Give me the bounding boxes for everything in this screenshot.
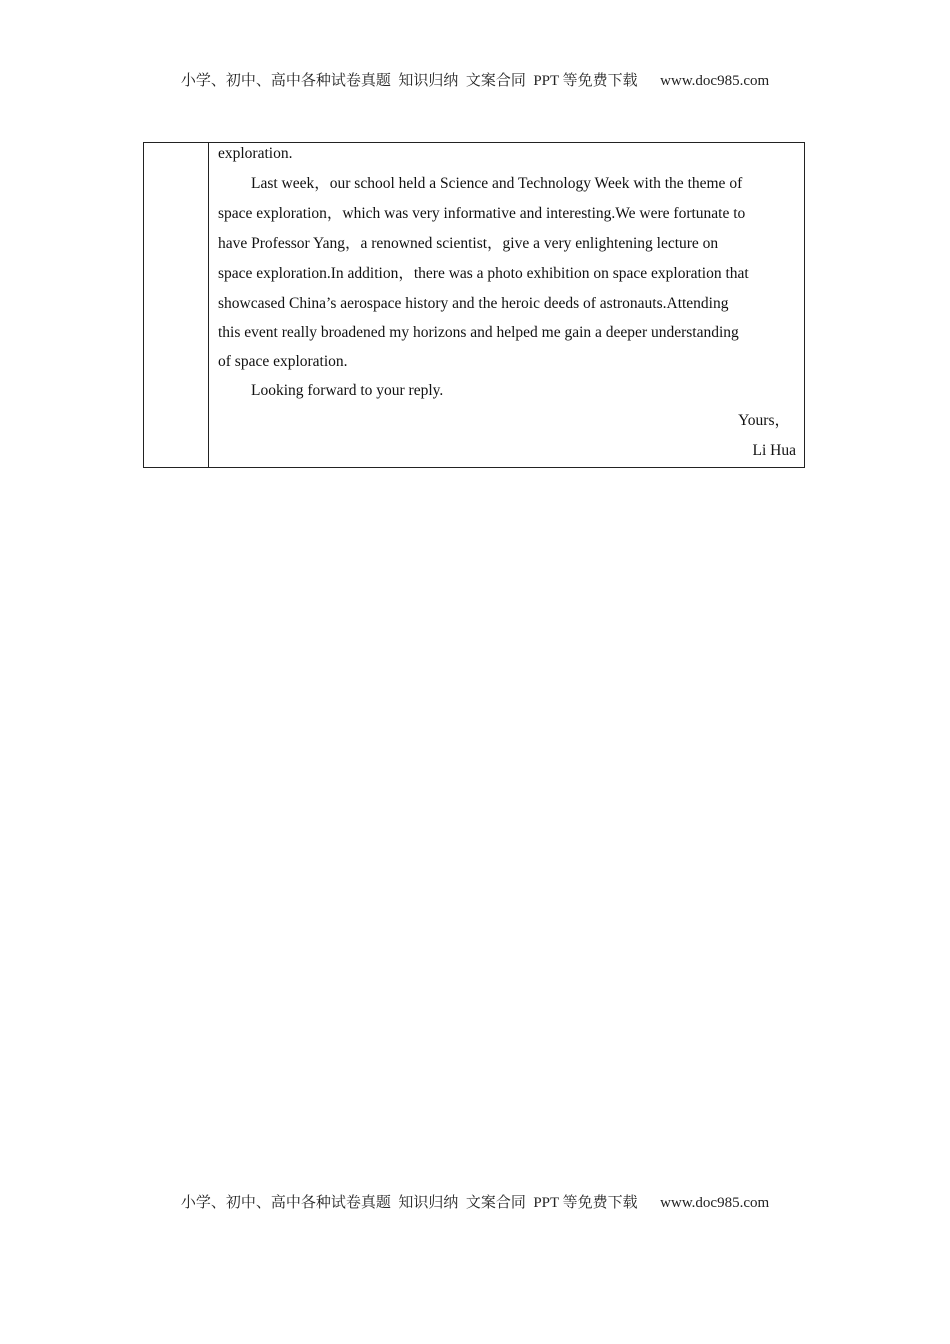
letter-line: exploration. bbox=[218, 145, 293, 162]
page-footer: 小学、初中、高中各种试卷真题 知识归纳 文案合同 PPT 等免费下载 www.doc985.com bbox=[180, 1195, 770, 1211]
letter-line: this event really broadened my horizons and helped me gain a deeper understanding bbox=[218, 324, 739, 341]
letter-line: of space exploration. bbox=[218, 353, 348, 370]
letter-line: showcased China’s aerospace history and the heroic deeds of astronauts.Attending bbox=[218, 295, 729, 312]
letter-signature: Li Hua bbox=[752, 442, 796, 459]
letter-paragraph-start: Looking forward to your reply. bbox=[251, 382, 444, 399]
page-header: 小学、初中、高中各种试卷真题 知识归纳 文案合同 PPT 等免费下载 www.doc985.com bbox=[180, 73, 770, 89]
letter-closing: Yours， bbox=[738, 412, 790, 429]
letter-line: have Professor Yang，a renowned scientist，give a very enlightening lecture on bbox=[218, 235, 719, 252]
table-left-cell bbox=[144, 143, 209, 467]
letter-line: space exploration.In addition，there was a photo exhibition on space exploration that bbox=[218, 265, 749, 282]
answer-table bbox=[143, 142, 805, 468]
letter-line: space exploration，which was very informative and interesting.We were fortunate to bbox=[218, 205, 746, 222]
letter-paragraph-start: Last week，our school held a Science and Technology Week with the theme of bbox=[251, 175, 743, 192]
letter-body bbox=[209, 143, 804, 467]
